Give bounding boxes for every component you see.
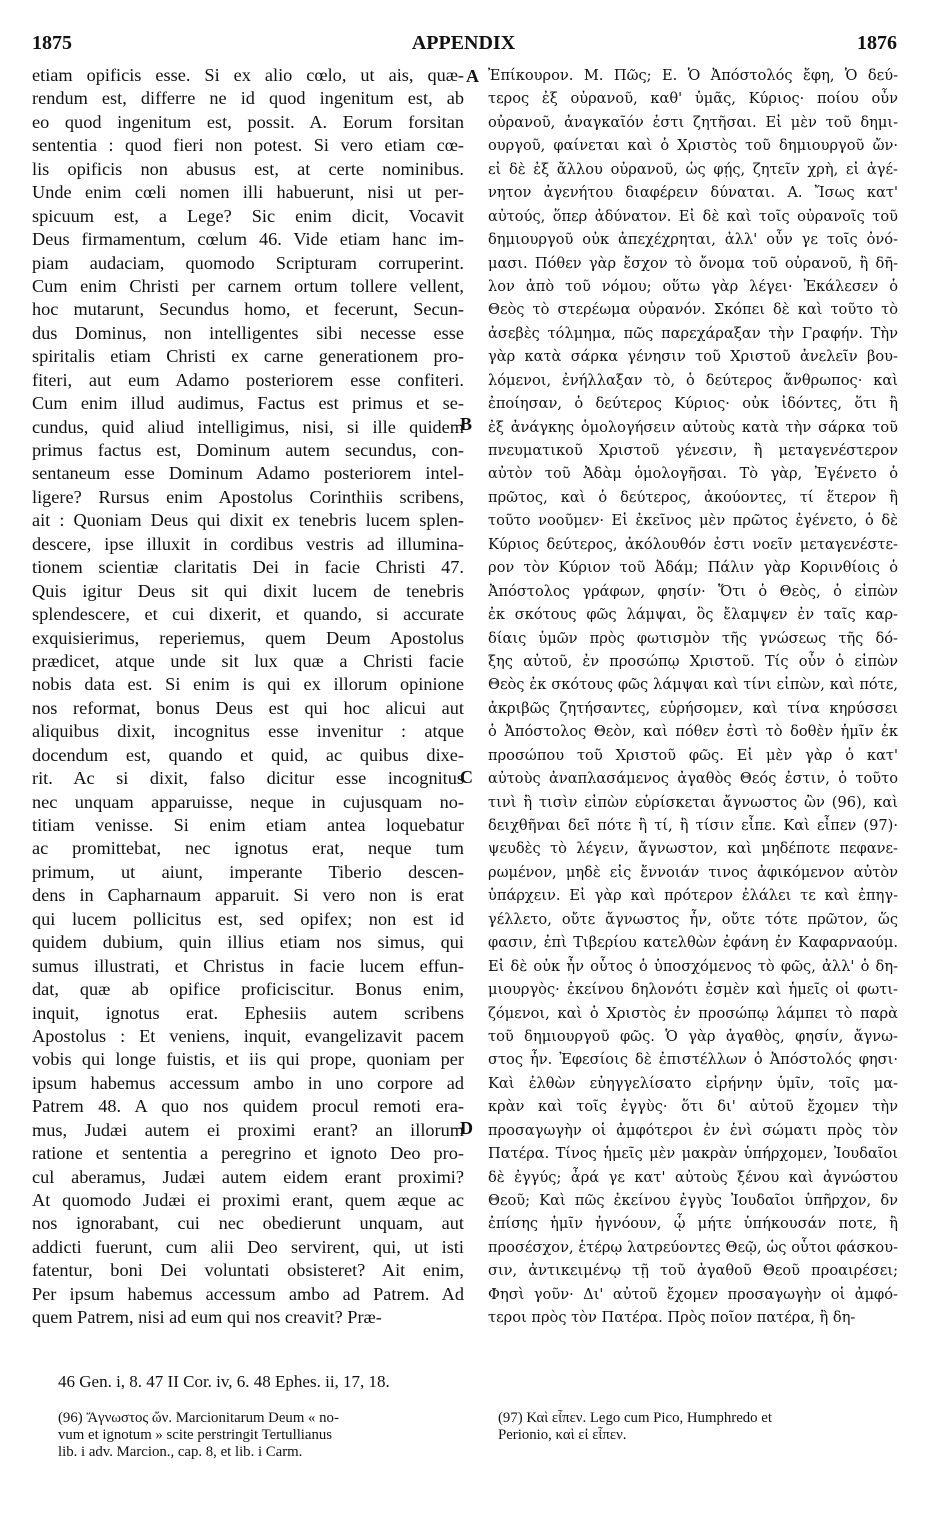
greek-text-line: Θεὸς ἐκ σκότους φῶς λάμψαι καὶ τίνι εἰπὼν, καὶ πότε, [488,676,898,694]
latin-text-line: ligere? Rursus enim Apostolus Corinthiis scribens, [32,486,464,507]
latin-text-line: aliquibus dixit, incognitus esse invenitur : atque [32,721,464,742]
latin-text-line: Quis igitur Deus sit qui dixit lucem de tenebris [32,580,464,601]
greek-text-line: αὐτοὺς ἀναπλασάμενος ἀγαθὸς Θεός ἐστιν, ὁ τοῦτο [488,770,898,788]
greek-text-line: αὐτὸν τοῦ Ἀδὰμ ὁμολογῆσαι. Τὸ γὰρ, Ἐγένετο ὁ [488,465,898,483]
latin-text-line: eo quod ingenitum est, possit. A. Eorum forsitan [32,111,464,132]
greek-text-line: ἀκριβῶς ζητήσαντες, εὑρήσομεν, καὶ τίνα κηρύσσει [488,699,898,717]
greek-text-line: δημιουργοῦ οὐκ ἀπεχέχρηται, ἀλλ' οὖν γε τοῖς ὀνό- [488,231,898,249]
greek-text-line: Φησὶ γοῦν· Δι' αὐτοῦ ἔχομεν προσαγωγὴν οἱ ἀμφό- [488,1285,898,1303]
greek-text-line: ξης αὐτοῦ, ἐν προσώπῳ Χριστοῦ. Τίς οὖν ὁ εἰπὼν [488,652,898,670]
latin-text-line: spiritalis etiam Christi ex carne generationem pro- [32,346,464,367]
greek-text-line: οὐρανοῦ, ἀναγκαῖόν ἐστι ζητῆσαι. Εἰ μὲν τοῦ δημι- [488,113,898,131]
latin-text-line: prædicet, atque unde sit lux quæ a Christi facie [32,650,464,671]
latin-text-line: fiteri, aut eum Adamo posteriorem esse confiteri. [32,369,464,390]
greek-text-line: γέλλετο, οὔτε ἄγνωστος ἦν, οὔτε τότε πρῶτον, ὥς [488,910,898,928]
greek-text-line: τινὶ ἢ τισὶν εἰπὼν εὑρίσκεται ἄγνωστος ὢν (96), καὶ [488,793,898,811]
greek-text-line: Εἰ δὲ οὐκ ἦν οὗτος ὁ ὑποσχόμενος τὸ φῶς, ἀλλ' ὁ δη- [488,957,898,975]
greek-text-line: μιουργὸς· ἐκείνου δηλονότι ἐσμὲν καὶ ἡμεῖς οἱ φωτι- [488,981,898,999]
greek-text-line: δειχθῆναι δεῖ πότε ἢ τί, ἢ τίσιν εἶπε. Καὶ εἶπεν (97)· [488,817,898,834]
greek-text-line: Καὶ ἐλθὼν εὐηγγελίσατο εἰρήνην ὑμῖν, τοῖς μα- [488,1074,898,1092]
greek-text-line: νητον ἀγενήτου διαφέρειν δύναται. Α. Ἴσως κατ' [488,184,898,202]
footnote-96 [58,1410,468,1461]
greek-text-line: Θεὸς τὸ στερέωμα οὐρανόν. Σκόπει δὲ καὶ τοῦτο τὸ [488,301,898,319]
latin-text-line: nos ignorabant, cui nec obedierunt unquam, aut [32,1213,464,1234]
margin-letter-a: A [466,66,479,86]
page-number-left: 1875 [32,32,72,54]
latin-text-line: Per ipsum habemus accessum ambo ad Patrem. Ad [32,1283,464,1304]
greek-text-line: αὐτούς, ὅπερ ἀδύνατον. Εἰ δὲ καὶ τοῖς οὐρανοῖς τοῦ [488,207,898,225]
greek-text-line: τερος ἐξ οὐρανοῦ, καθ' ὑμᾶς, Κύριος· ποίου οὖν [488,90,898,108]
greek-text-line: τοῦ δημιουργοῦ φῶς. Ὁ γὰρ ἀγαθὸς, φησίν, ἄγνω- [488,1027,898,1045]
latin-text-line: addicti fuerunt, cum alii Deo servirent, qui, ut isti [32,1236,464,1257]
footnote-line: (96) Ἄγνωστος ὤν. Marcionitarum Deum « no- [58,1410,339,1426]
greek-text-line: πρῶτος, καὶ ὁ δεύτερος, ἀκούοντες, τί ἕτερον ἢ [488,488,898,506]
greek-text-line: στος ἦν. Ἐφεσίοις δὲ ἐπιστέλλων ὁ Ἀπόστολός φησι· [488,1051,898,1069]
greek-text-line: ψευδὲς τὸ λέγειν, ἄγνωστον, καὶ μηδέποτε πεφανε- [488,840,898,858]
latin-text-line: rendum est, differre ne id quod ingenitum est, ab [32,88,464,109]
latin-text-line: quem Patrem, nisi ad eum qui nos creavit? Præ- [32,1307,382,1328]
greek-text-line: Θεοῦ; Καὶ πῶς ἐκείνου ἐγγὺς Ἰουδαῖοι ὑπῆρχον, δν [488,1192,898,1209]
greek-text-line: προσαγωγὴν οἱ ἀμφότεροι ἐν ἑνὶ σώματι πρὸς τὸν [488,1121,898,1139]
greek-text-line: ἀσεβὲς τόλμημα, πῶς παρεχάραξαν τὴν Γραφήν. Τὴν [488,324,898,342]
latin-text-line: docendum est, quando et quid, ac quibus dixe- [32,744,464,765]
latin-text-line: primum, ut aiunt, imperante Tiberio descen- [32,861,464,882]
latin-text-line: inquit, ignotus erat. Ephesiis autem scribens [32,1002,464,1023]
latin-text-line: hoc mutarunt, Secundus homo, et fecerunt, Secun- [32,299,464,320]
greek-text-line: Ἀπόστολος γράφων, φησίν· Ὅτι ὁ Θεὸς, ὁ εἰπὼν [488,582,898,600]
latin-text-line: lis opificis non abusus est, at certe nominibus. [32,158,464,179]
latin-text-line: At quomodo Judæi ei proximi erant, quem æque ac [32,1190,464,1210]
latin-text-line: vobis qui longe fuistis, et iis qui prope, quoniam per [32,1049,464,1070]
greek-text-line: ὁ Ἀπόστολος Θεὸν, καὶ πόθεν ἐστὶ τὸ δοθὲν ἡμῖν ἐκ [488,723,898,741]
latin-text-line: nos reformat, bonus Deus est qui hoc alicui aut [32,697,464,718]
footnote-line: lib. i adv. Marcion., cap. 8, et lib. i Carm. [58,1444,303,1460]
latin-text-line: Unde enim cœli nomen illi habuerunt, nisi ut per- [32,182,464,203]
latin-text-line: quidem dubium, quin illius etiam nos simus, qui [32,932,464,953]
latin-text-line: sententia : quod fieri non potest. Si vero etiam cœ- [32,135,464,156]
latin-text-line: Deus firmamentum, cœlum 46. Vide etiam hanc im- [32,229,464,250]
margin-letter-c: C [460,767,473,787]
footnote-line: Perionio, καὶ εἰ εἶπεν. [498,1427,627,1443]
latin-text-line: piam audaciam, quomodo Scripturam corruperint. [32,252,464,273]
page-number-right: 1876 [857,32,897,54]
running-header [0,14,927,54]
running-title: APPENDIX [411,32,516,54]
latin-text-line: sumus illustrati, et Christus in facie lucem effun- [32,955,464,976]
latin-text-line: ac promittebat, nec ignotus erat, neque tum [32,838,464,859]
greek-text-line: ἐποίησαν, ὁ δεύτερος Κύριος· οὐκ ἰδόντες, ὅτι ἢ [488,395,898,413]
latin-text-line: cundus, quid aliud intelligimus, nisi, si ille quidem [32,416,464,437]
latin-text-line: Patrem 48. A quo nos quidem procul remoti era- [32,1096,464,1117]
latin-text-line: sentaneum esse Dominum Adamo posteriorem intel- [32,463,464,484]
greek-text-line: λον ἀπὸ τοῦ νόμου; οὕτω γὰρ λέγει· Ἐκάλεσεν ὁ [488,277,898,295]
footnote-line: (97) Καὶ εἶπεν. Lego cum Pico, Humphredo et [498,1410,772,1426]
greek-text-line: δίαις ὑμῶν πρὸς φωτισμὸν τῆς γνώσεως τῆς δό- [488,629,898,647]
margin-letter-d: D [460,1118,473,1138]
latin-text-line: dat, quæ ab opifice proficiscitur. Bonus enim, [32,979,464,1000]
latin-text-line: Cum enim Christi per carnem ortum tollere vellent, [32,275,464,296]
latin-text-line: exquisierimus, reperiemus, quem Deum Apostolus [32,627,464,648]
greek-text-line: ἐκ σκότους φῶς λάμψαι, ὃς ἔλαμψεν ἐν ταῖς καρ- [488,606,898,624]
footnote-97 [498,1410,908,1444]
greek-text-line: τοῦτο νοοῦμεν· Εἰ ἐκεῖνος μὲν πρῶτος ἐγένετο, ὁ δὲ [488,512,898,530]
footnote-line: vum et ignotum » scite perstringit Tertullianus [58,1427,333,1443]
latin-text-line: spicuum est, a Lege? Sic enim dicit, Vocavit [32,205,464,226]
latin-text-line: splendescere, et cui dixerit, et quando, si accurate [32,604,464,625]
latin-text-line: qui lucem pollicitus est, sed opifex; non est id [32,908,464,929]
latin-text-line: descere, ipse illuxit in cordibus vestris ad illumina- [32,533,464,554]
greek-text-line: λόμενοι, ἐνήλλαξαν τὸ, ὁ δεύτερος ἄνθρωπος· καὶ [488,371,898,389]
greek-text-line: φασιν, ἐπὶ Τιβερίου κατελθὼν ἐφάνη ἐν Καφαρναούμ. [488,934,898,952]
latin-text-line: fatentur, boni Dei voluntati obsisteret? Ait enim, [32,1260,464,1281]
greek-text-line: εἰ δὲ ἐξ ἄλλου οὐρανοῦ, ὡς φῄς, ζητεῖν χρὴ, εἰ ἀγέ- [488,160,898,178]
greek-text-line: σιν, ἀντικειμένῳ τῇ τοῦ ἀγαθοῦ Θεοῦ προαιρέσει; [488,1262,898,1280]
latin-text-line: ait : Quoniam Deus qui dixit ex tenebris lucem splen- [32,510,464,531]
greek-text-line: ἐξ ἀνάγκης ὁμολογήσειν αὐτοὺς κατὰ τὴν σάρκα τοῦ [488,418,898,436]
latin-text-line: cul aberamus, Judæi autem eidem erant proximi? [32,1166,464,1187]
latin-text-line: primus factus est, Dominum autem secundus, con- [32,440,464,460]
latin-text-line: mus, Judæi autem ei proximi erant? an illorum [32,1119,464,1140]
latin-text-line: Cum enim illud audimus, Factus est primus et se- [32,393,464,414]
greek-text-line: προσέσχον, ἑτέρῳ λατρεύοντες Θεῷ, ὡς οὗτοι φάσκου- [488,1238,898,1256]
latin-text-line: ratione et sententia a peregrino et ignoto Deo pro- [32,1143,464,1164]
greek-text-line: γὰρ κατὰ σάρκα γένησιν τοῦ Χριστοῦ ἀνελεῖν βου- [488,348,898,366]
greek-text-line: κρὰν καὶ τοῖς ἐγγὺς· ὅτι δι' αὐτοῦ ἔχομεν τὴν [488,1098,898,1116]
latin-column [32,64,464,1330]
latin-text-line: dens in Capharnaum apparuit. Si vero non is erat [32,885,464,906]
latin-text-line: etiam opificis esse. Si ex alio cœlo, ut ais, quæ- [32,65,464,85]
greek-text-line: Ἐπίκουρον. Μ. Πῶς; Ε. Ὁ Ἀπόστολός ἔφη, Ὁ δεύ- [488,67,898,84]
latin-text-line: nec unquam apparuisse, neque in cujusquam no- [32,791,464,812]
greek-text-line: Κύριος δεύτερος, ἀκόλουθόν ἐστι νοεῖν μεταγενέστε- [488,535,898,553]
latin-text-line: tionem scientiæ claritatis Dei in facie Christi 47. [32,557,464,578]
latin-text-line: dus Dominus, non intelligentes sibi necesse esse [32,322,464,343]
greek-text-line: πνευματικοῦ Χριστοῦ γένεσιν, ἢ μεταγενέστερον [488,442,898,459]
greek-text-line: ουργοῦ, φαίνεται καὶ ὁ Χριστὸς τοῦ δημιουργοῦ ὤν· [488,137,898,155]
greek-text-line: δὲ ἐγγύς; ἆρά γε κατ' αὐτοὺς ξένου καὶ ἀγνώστου [488,1168,898,1186]
scripture-references: 46 Gen. i, 8. 47 II Cor. iv, 6. 48 Ephes. ii, 17, 18. [58,1372,390,1391]
latin-text-line: titiam venisse. Si enim etiam antea loquebatur [32,815,464,835]
greek-text-line: Πατέρα. Τίνος ἡμεῖς μὲν μακρὰν ὑπήρχομεν, Ἰουδαῖοι [488,1145,898,1163]
greek-text-line: μασι. Πόθεν γὰρ ἔσχον τὸ ὄνομα τοῦ οὐρανοῦ, ἢ δῆ- [488,254,898,272]
greek-text-line: ἐπίσης ἡμῖν ἠγνόουν, ᾧ μήτε ὑπήκουσάν ποτε, ἢ [488,1215,898,1233]
latin-text-line: ipsum habemus accessum ambo in uno corpore ad [32,1072,464,1093]
greek-text-line: ρωμένον, μηδὲ εἰς ἔννοιάν τινος ἀφικόμενον αὐτὸν [488,863,898,881]
greek-text-line: προσώπου τοῦ Χριστοῦ φῶς. Εἰ μὲν γὰρ ὁ κατ' [488,746,898,764]
greek-text-line: τεροι πρὸς τὸν Πατέρα. Πρὸς ποῖον πατέρα, ἢ δη- [488,1309,856,1327]
greek-text-line: ὑπάρχειν. Εἰ γὰρ καὶ πρότερον ἐλάλει τε καὶ ἐπηγ- [488,887,898,905]
greek-text-line: ζόμενοι, καὶ ὁ Χριστὸς ἐν προσώπῳ λάμπει τὸ παρὰ [488,1004,898,1022]
greek-text-line: ρον τὸν Κύριον τοῦ Ἀδάμ; Πάλιν γὰρ Κορινθίοις ὁ [488,559,898,577]
latin-text-line: Apostolus : Et veniens, inquit, evangelizavit pacem [32,1025,464,1046]
greek-column [488,64,898,1330]
latin-text-line: nobis data est. Si enim is qui ex illorum opinione [32,674,464,695]
latin-text-line: rit. Ac si dixit, falso dicitur esse incognitus [32,768,464,789]
margin-letter-b: B [460,414,473,434]
